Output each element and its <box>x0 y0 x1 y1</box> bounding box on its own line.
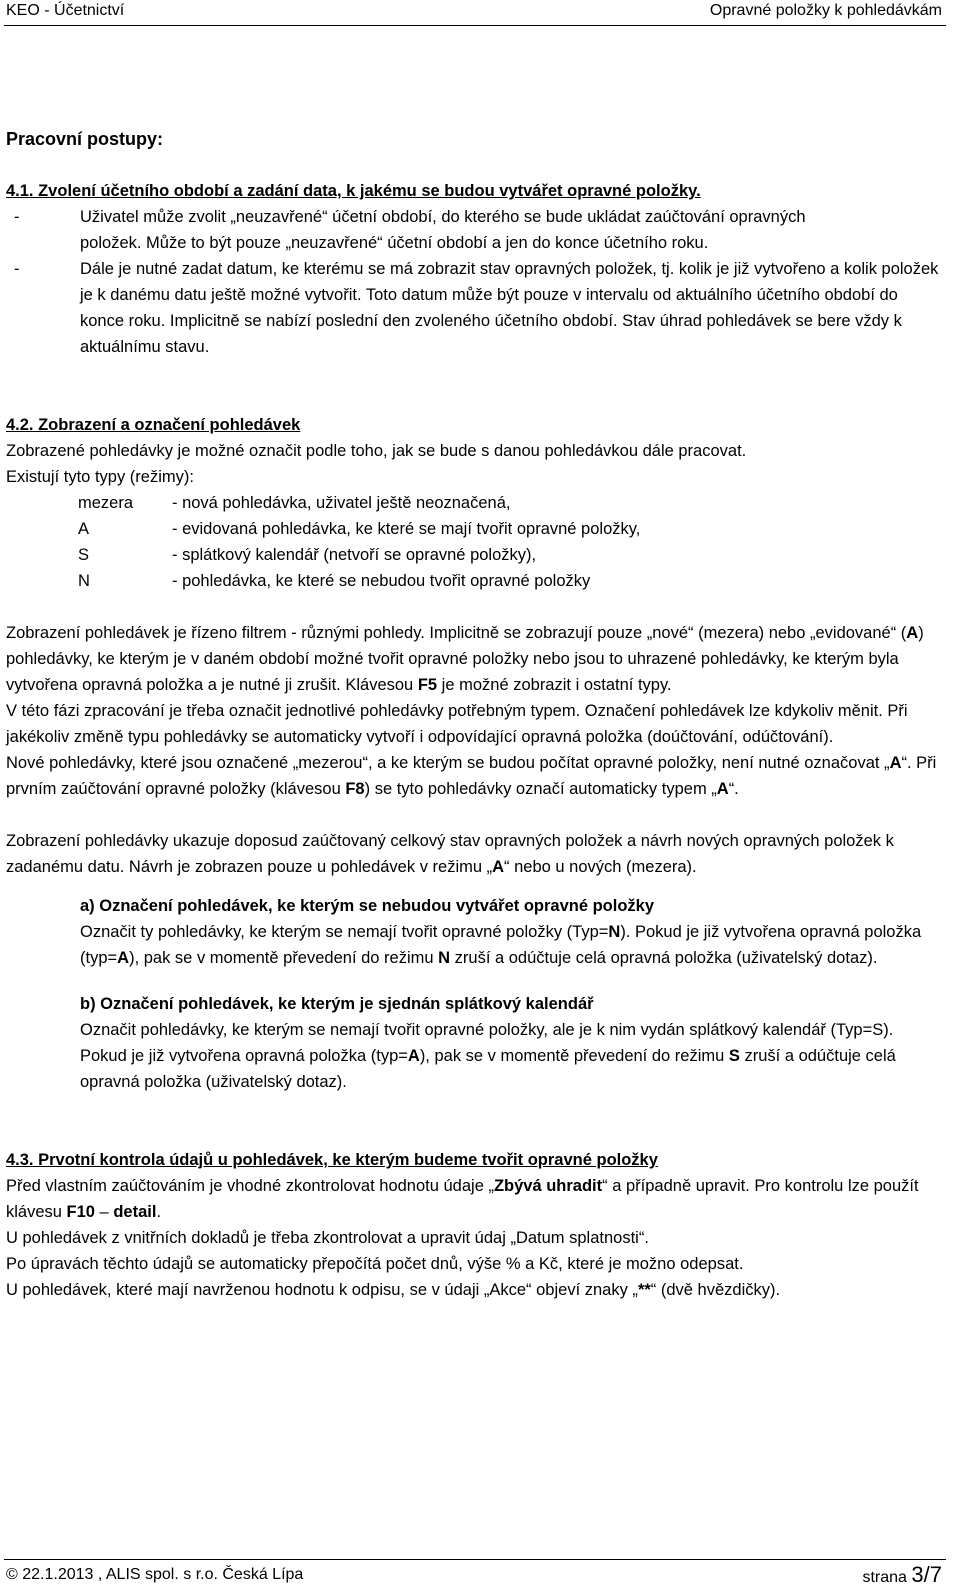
type-desc: - evidovaná pohledávka, ke které se mají tvořit opravné položky, <box>172 520 641 538</box>
type-desc: - pohledávka, ke které se nebudou tvořit opravné položky <box>172 572 591 590</box>
type-row <box>6 568 942 594</box>
subsection-b-title: b) Označení pohledávek, ke kterým je sjednán splátkový kalendář <box>80 995 594 1013</box>
bold-run: ** <box>637 1281 651 1299</box>
main-heading: Pracovní postupy: <box>6 129 164 149</box>
text-run: Nové pohledávky, které jsou označené „mezerou“, a ke kterým se budou počítat opravné položky, není nutné označovat „ <box>6 754 890 772</box>
paragraph-check <box>6 1173 942 1225</box>
bullet-1-cont <box>6 230 942 256</box>
page-number: 3/7 <box>911 1562 942 1587</box>
bullet-1-line2: položek. Může to být pouze „neuzavřené“ účetní období a jen do konce účetního roku. <box>80 234 709 252</box>
text-run: “. Při prvním zaúčtování opravné položky (klávesou <box>6 754 937 798</box>
text-run: . <box>156 1203 162 1221</box>
key-f5: F5 <box>417 676 438 694</box>
document-body <box>6 126 942 1303</box>
section-4-3-title: 4.3. Prvotní kontrola údajů u pohledávek, ke kterým budeme tvořit opravné položky <box>6 1151 658 1169</box>
section-4-2-intro: Zobrazené pohledávky je možné označit podle toho, jak se bude s danou pohledávkou dále pracovat. <box>6 442 747 460</box>
section-4-1-title: 4.1. Zvolení účetního období a zadání data, k jakému se budou vytvářet opravné položky. <box>6 182 701 200</box>
bullet-1-line1: Uživatel může zvolit „neuzavřené“ účetní období, do kterého se bude ukládat zaúčtování opravných <box>80 208 806 226</box>
bullet-dash: - <box>14 208 20 226</box>
key-f10: F10 <box>66 1203 95 1221</box>
text-run: je možné zobrazit i ostatní typy. <box>437 676 672 694</box>
bold-run: S <box>728 1047 740 1065</box>
bold-run: A <box>889 754 902 772</box>
paragraph-new <box>6 750 942 802</box>
bold-run: A <box>492 858 505 876</box>
bold-run: A <box>117 949 130 967</box>
bold-run: A <box>407 1047 420 1065</box>
type-row <box>6 490 942 516</box>
type-key: N <box>78 572 90 590</box>
page-header <box>6 0 942 22</box>
subsection-a-text <box>80 919 942 971</box>
bold-run: N <box>438 949 451 967</box>
type-key: mezera <box>78 494 134 512</box>
text-run: – <box>94 1203 114 1221</box>
paragraph-due-date: U pohledávek z vnitřních dokladů je třeba zkontrolovat a upravit údaj „Datum splatnosti“. <box>6 1229 649 1247</box>
section-4-2-title: 4.2. Zobrazení a označení pohledávek <box>6 416 301 434</box>
paragraph-recalc: Po úpravách těchto údajů se automaticky přepočítá počet dnů, výše % a Kč, které je možno odepsat. <box>6 1255 744 1273</box>
text-run: Zobrazení pohledávky ukazuje doposud zaúčtovaný celkový stav opravných položek a návrh nových opravných položek k zadanému datu. Návrh je zobrazen pouze u pohledávek v režimu „ <box>6 832 894 876</box>
footer-divider <box>4 1559 946 1560</box>
page-footer <box>6 1563 942 1587</box>
text-run: ), pak se v momentě převedení do režimu <box>129 949 439 967</box>
header-right: Opravné položky k pohledávkám <box>709 2 942 19</box>
text-run: “ (dvě hvězdičky). <box>650 1281 781 1299</box>
type-row <box>6 542 942 568</box>
type-desc: - splátkový kalendář (netvoří se opravné položky), <box>172 546 537 564</box>
key-f8: F8 <box>345 780 365 798</box>
subsection-b <box>6 991 942 1095</box>
types-label: Existují tyto typy (režimy): <box>6 468 194 486</box>
footer-left: © 22.1.2013 , ALIS spol. s r.o. Česká Lípa <box>6 1566 304 1583</box>
bullet-2-text: Dále je nutné zadat datum, ke kterému se má zobrazit stav opravných položek, tj. kolik je již vytvořeno a kolik položek je k danému datu ještě možné vytvořit. Toto datum může být pouze v intervalu od aktuálního účetního období do konce roku. Implicitně se nabízí poslední den zvoleného účetního období. Stav úhrad pohledávek se bere vždy k aktuálnímu stavu. <box>80 260 939 356</box>
bullet-2 <box>6 256 942 360</box>
text-run: Označit ty pohledávky, ke kterým se nemají tvořit opravné položky (Typ= <box>80 923 609 941</box>
text-run: ). Pokud je již vytvořena opravná položka (typ= <box>80 923 922 967</box>
text-run: ) pohledávky, ke kterým je v daném období možné tvořit opravné položky nebo jsou to uhrazené pohledávky, ke kterým byla vytvořena opravná položka a je nutné ji zrušit. Klávesou <box>6 624 924 694</box>
bold-run: detail <box>113 1203 157 1221</box>
bold-run: A <box>716 780 729 798</box>
subsection-b-text <box>80 1017 942 1095</box>
page-label: strana <box>862 1569 907 1586</box>
paragraph-marking: V této fázi zpracování je třeba označit jednotlivé pohledávky potřebným typem. Označení pohledávek lze kdykoliv měnit. Při jakékoliv změně typu pohledávky se automaticky vytvoří i odpovídající opravná položka (doúčtování, odúčtování). <box>6 702 908 746</box>
footer-page <box>862 1563 942 1590</box>
subsection-a <box>6 893 942 971</box>
bold-run: N <box>608 923 621 941</box>
text-run: “. <box>728 780 739 798</box>
text-run: zruší a odúčtuje celá opravná položka (uživatelský dotaz). <box>80 1047 896 1091</box>
bullet-1 <box>6 204 942 230</box>
header-left: KEO - Účetnictví <box>6 2 125 19</box>
paragraph-stars <box>6 1277 942 1303</box>
bold-run: Zbývá uhradit <box>493 1177 603 1195</box>
type-key: A <box>78 520 90 538</box>
types-list <box>6 490 942 594</box>
text-run: Označit pohledávky, ke kterým se nemají tvořit opravné položky, ale je k nim vydán splátkový kalendář (Typ=S). Pokud je již vytvořena opravná položka (typ= <box>80 1021 894 1065</box>
type-desc: - nová pohledávka, uživatel ještě neoznačená, <box>172 494 511 512</box>
type-key: S <box>78 546 90 564</box>
text-run: Zobrazení pohledávek je řízeno filtrem - různými pohledy. Implicitně se zobrazují pouze „nové“ (mezera) nebo „evidované“ ( <box>6 624 907 642</box>
text-run: Před vlastním zaúčtováním je vhodné zkontrolovat hodnotu údaje „ <box>6 1177 494 1195</box>
paragraph-filter <box>6 620 942 698</box>
bold-run: A <box>906 624 919 642</box>
text-run: “ nebo u nových (mezera). <box>504 858 697 876</box>
bullet-dash: - <box>14 260 20 278</box>
text-run: U pohledávek, které mají navrženou hodnotu k odpisu, se v údaji „Akce“ objeví znaky „ <box>6 1281 638 1299</box>
header-divider <box>4 25 946 26</box>
text-run: zruší a odúčtuje celá opravná položka (uživatelský dotaz). <box>450 949 878 967</box>
type-row <box>6 516 942 542</box>
text-run: “ a případně upravit. Pro kontrolu lze použít klávesu <box>6 1177 919 1221</box>
paragraph-display <box>6 828 942 880</box>
subsection-a-title: a) Označení pohledávek, ke kterým se nebudou vytvářet opravné položky <box>80 897 655 915</box>
text-run: ) se tyto pohledávky označí automaticky typem „ <box>364 780 717 798</box>
text-run: ), pak se v momentě převedení do režimu <box>419 1047 729 1065</box>
